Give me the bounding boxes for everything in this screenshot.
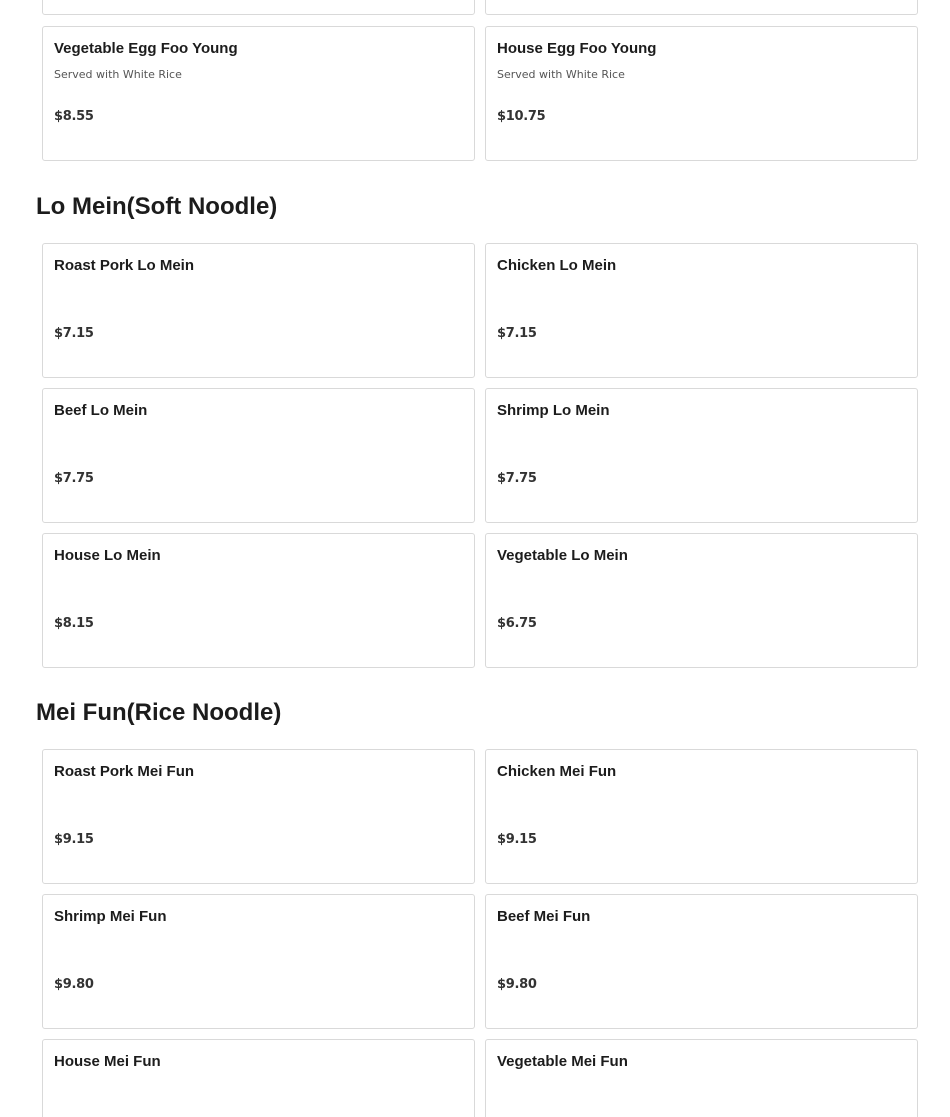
- item-description: Served with White Rice: [54, 68, 182, 81]
- item-name: Roast Pork Mei Fun: [54, 763, 195, 780]
- item-name: Shrimp Lo Mein: [497, 402, 610, 419]
- menu-item-card[interactable]: [42, 749, 475, 884]
- item-price: $6.75: [497, 616, 537, 631]
- menu-item-card[interactable]: [42, 26, 475, 161]
- menu-item-card[interactable]: [485, 894, 918, 1029]
- menu-item-card[interactable]: [42, 533, 475, 668]
- item-price: $8.15: [54, 616, 94, 631]
- item-price: $7.15: [497, 326, 537, 341]
- item-price: $10.75: [497, 109, 546, 124]
- item-price: $7.75: [54, 471, 94, 486]
- item-name: Vegetable Mei Fun: [497, 1053, 628, 1070]
- menu-item-card[interactable]: [485, 1039, 918, 1117]
- menu-item-card[interactable]: [42, 894, 475, 1029]
- item-name: Chicken Mei Fun: [497, 763, 617, 780]
- menu-item-card[interactable]: [485, 26, 918, 161]
- item-name: Beef Lo Mein: [54, 402, 148, 419]
- menu-item-card[interactable]: [485, 0, 918, 15]
- item-price: $7.75: [497, 471, 537, 486]
- menu-item-card[interactable]: [42, 0, 475, 15]
- menu-item-card[interactable]: [42, 388, 475, 523]
- item-price: $9.15: [497, 832, 537, 847]
- item-name: House Lo Mein: [54, 547, 161, 564]
- menu-item-card[interactable]: [485, 388, 918, 523]
- section-heading-mei-fun: Mei Fun(Rice Noodle): [36, 699, 282, 726]
- item-name: Beef Mei Fun: [497, 908, 591, 925]
- menu-item-card[interactable]: [485, 243, 918, 378]
- menu-item-card[interactable]: [42, 1039, 475, 1117]
- item-name: House Egg Foo Young: [497, 40, 657, 57]
- item-name: Chicken Lo Mein: [497, 257, 617, 274]
- item-name: Roast Pork Lo Mein: [54, 257, 195, 274]
- item-description: Served with White Rice: [497, 68, 625, 81]
- item-name: Vegetable Lo Mein: [497, 547, 628, 564]
- item-name: House Mei Fun: [54, 1053, 161, 1070]
- item-price: $8.55: [54, 109, 94, 124]
- item-name: Vegetable Egg Foo Young: [54, 40, 238, 57]
- item-price: $7.15: [54, 326, 94, 341]
- item-price: $9.15: [54, 832, 94, 847]
- menu-item-card[interactable]: [485, 533, 918, 668]
- menu-item-card[interactable]: [485, 749, 918, 884]
- item-name: Shrimp Mei Fun: [54, 908, 167, 925]
- section-heading-lo-mein: Lo Mein(Soft Noodle): [36, 193, 278, 220]
- item-price: $9.80: [497, 977, 537, 992]
- menu-item-card[interactable]: [42, 243, 475, 378]
- item-price: $9.80: [54, 977, 94, 992]
